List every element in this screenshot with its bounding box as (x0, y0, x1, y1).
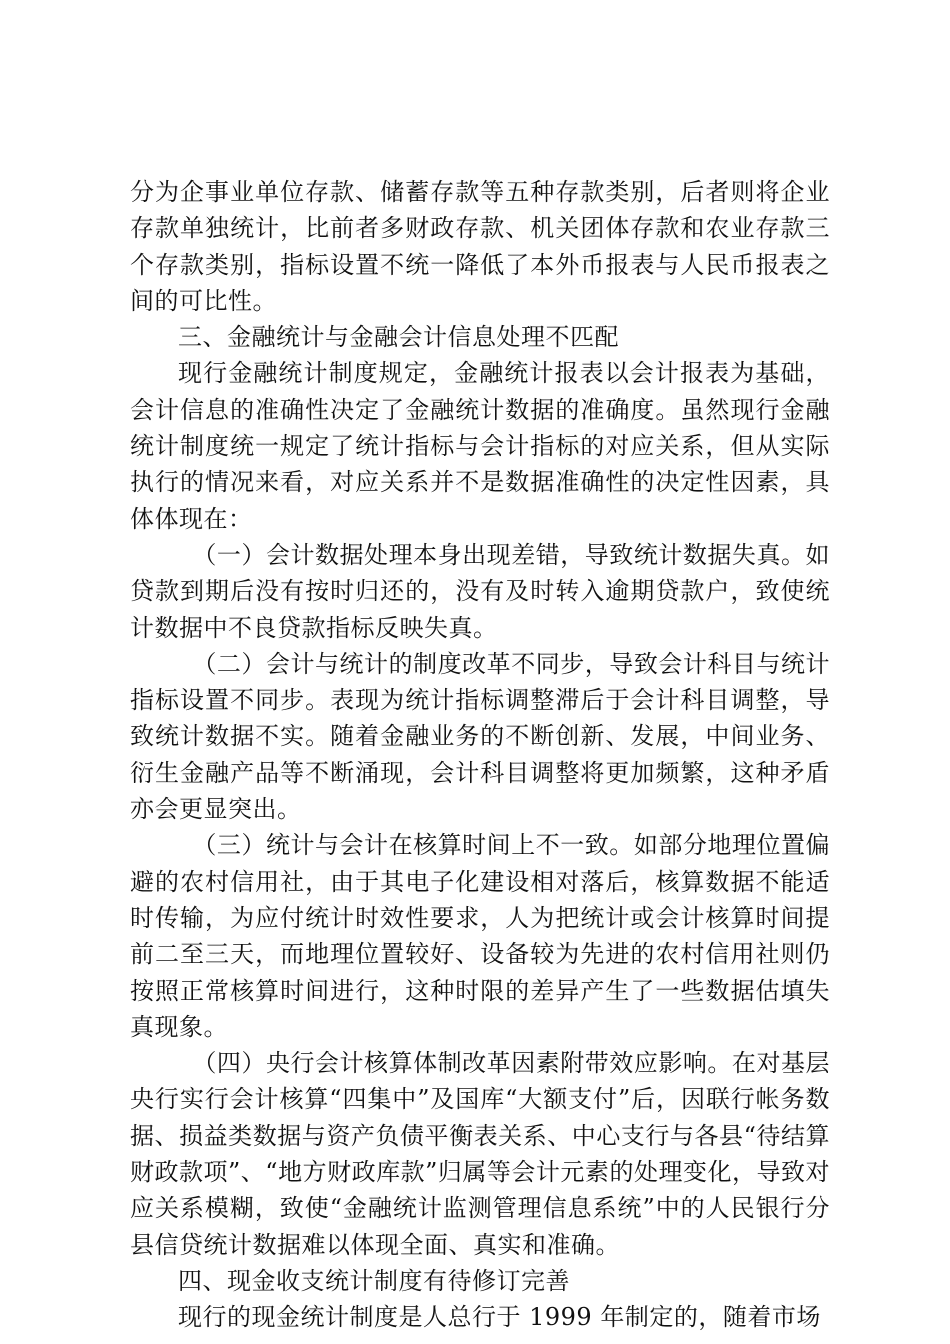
paragraph-item-3: （三）统计与会计在核算时间上不一致。如部分地理位置偏避的农村信用社，由于其电子化建设相对落后，核算数据不能适时传输，为应付统计时效性要求，人为把统计或会计核算时间提前二至三天，而地理位置较好、设备较为先进的农村信用社则仍按照正常核算时间进行，这种时限的差异产生了一些数据估填失真现象。 (130, 831, 830, 1041)
paragraph-continuation: 分为企事业单位存款、储蓄存款等五种存款类别，后者则将企业存款单独统计，比前者多财政存款、机关团体存款和农业存款三个存款类别，指标设置不统一降低了本外币报表与人民币报表之间的可比性。 (130, 178, 830, 315)
section-heading-4: 四、现金收支统计制度有待修订完善 (178, 1266, 570, 1295)
document-body (130, 174, 830, 1336)
paragraph-item-1: （一）会计数据处理本身出现差错，导致统计数据失真。如贷款到期后没有按时归还的，没有及时转入逾期贷款户，致使统计数据中不良贷款指标反映失真。 (130, 540, 830, 642)
section-heading-3: 三、金融统计与金融会计信息处理不匹配 (178, 323, 619, 352)
paragraph-cash-stats: 现行的现金统计制度是人总行于 1999 年制定的，随着市场 (178, 1303, 821, 1332)
paragraph-item-2: （二）会计与统计的制度改革不同步，导致会计科目与统计指标设置不同步。表现为统计指标调整滞后于会计科目调整，导致统计数据不实。随着金融业务的不断创新、发展，中间业务、衍生金融产品等不断涌现，会计科目调整将更加频繁，这种矛盾亦会更显突出。 (130, 649, 830, 824)
paragraph-item-4: （四）央行会计核算体制改革因素附带效应影响。在对基层央行实行会计核算“四集中”及国库“大额支付”后，因联行帐务数据、损益类数据与资产负债平衡表关系、中心支行与各县“待结算财政款项”、“地方财政库款”归属等会计元素的处理变化，导致对应关系模糊，致使“金融统计监测管理信息系统”中的人民银行分县信贷统计数据难以体现全面、真实和准确。 (130, 1049, 830, 1259)
paragraph-intro: 现行金融统计制度规定，金融统计报表以会计报表为基础，会计信息的准确性决定了金融统计数据的准确度。虽然现行金融统计制度统一规定了统计指标与会计指标的对应关系，但从实际执行的情况来看，对应关系并不是数据准确性的决定性因素，具体体现在： (130, 359, 830, 533)
